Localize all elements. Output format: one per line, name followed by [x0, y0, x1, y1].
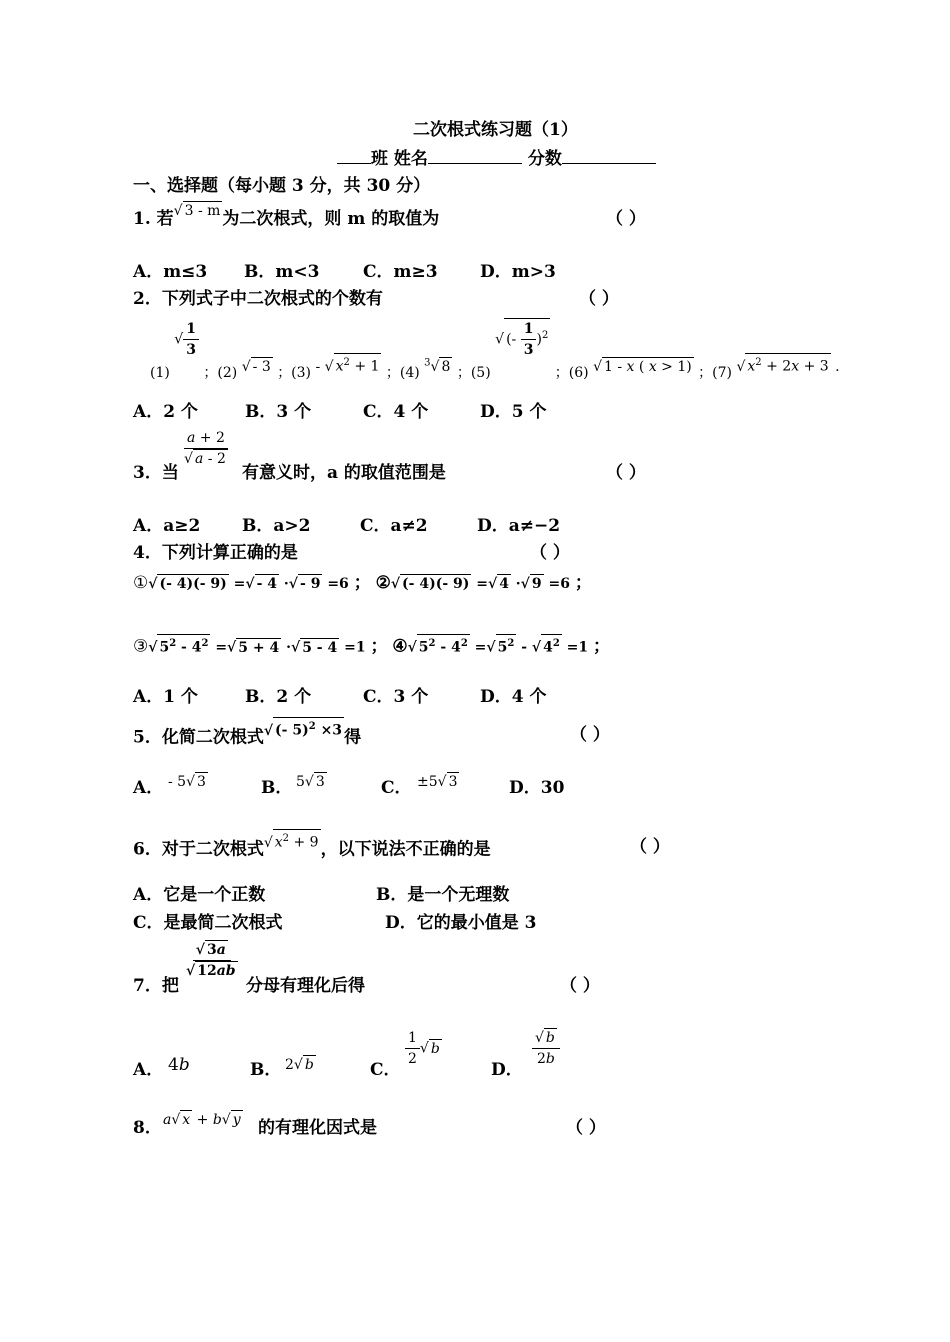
- q2-item-4-expr: $^3$√ 8: [424, 356, 451, 375]
- q3-pre: 3．当: [133, 463, 179, 483]
- q2-item-7-expr: √ $x^2 + 2x + 3$ .: [736, 359, 839, 375]
- name-label: 姓名: [393, 149, 428, 169]
- q5-option-c[interactable]: C．: [381, 778, 412, 798]
- q7-option-a[interactable]: A．: [133, 1060, 164, 1080]
- q4-option-d[interactable]: D．4 个: [480, 687, 547, 707]
- q2-item-6-expr: √ 1 - x ( x > 1): [593, 358, 692, 375]
- q1-answer-paren[interactable]: （ ）: [606, 209, 646, 229]
- q2-item-5-label: ；(5): [456, 364, 491, 381]
- q4-option-a[interactable]: A．1 个: [133, 687, 198, 707]
- q2-item-7-label: ；(7): [698, 364, 733, 381]
- q2-item-4-label: ；(4): [385, 364, 420, 381]
- class-label: 班: [371, 149, 388, 169]
- q8-post: 的有理化因式是: [258, 1118, 377, 1138]
- q5-answer-paren[interactable]: （ ）: [570, 725, 610, 745]
- q7-option-d-expr: $\frac{√ b}{2b}$: [532, 1028, 560, 1069]
- student-info-line: [337, 147, 656, 169]
- q8-expr: a√ x + b√ y: [163, 1112, 241, 1128]
- q7-option-a-expr: 4b: [168, 1055, 190, 1075]
- q4-statements-3-4: ③√ $5^2 - 4^2$ =√ 5 + 4 ·√ 5 - 4 =1 ； ④√ $5^2 - 4^2$ =√ $5^2$ - √ $4^2 =1$ ；: [133, 634, 610, 658]
- q5-option-d[interactable]: D．30: [509, 778, 565, 798]
- q1-number: 1.: [133, 209, 151, 229]
- q1-option-c[interactable]: C．m≥3: [363, 262, 438, 282]
- question-5: [133, 721, 362, 749]
- q6-answer-paren[interactable]: （ ）: [630, 837, 670, 857]
- score-label: 分数: [527, 149, 562, 169]
- q7-option-b-expr: 2√ b: [285, 1057, 314, 1073]
- q2-item-1-label: (1): [150, 364, 170, 381]
- q3-option-b[interactable]: B．a>2: [242, 516, 311, 536]
- q2-item-2-label: ；(2): [203, 364, 238, 381]
- page-title: 二次根式练习题（1）: [413, 120, 578, 140]
- q7-option-b[interactable]: B．: [250, 1060, 282, 1080]
- q6-option-b[interactable]: B．是一个无理数: [376, 885, 510, 905]
- q8-number: 8．: [133, 1118, 162, 1138]
- q8-answer-paren[interactable]: （ ）: [566, 1118, 606, 1138]
- q2-option-c[interactable]: C．4 个: [363, 402, 429, 422]
- q2-option-a[interactable]: A．2 个: [133, 402, 198, 422]
- q5-post: 得: [344, 727, 362, 748]
- q7-option-c[interactable]: C．: [370, 1060, 401, 1080]
- q1-post: 为二次根式，则 m 的取值为: [222, 209, 440, 229]
- q2-item-6-label: ；(6): [554, 364, 589, 381]
- score-blank[interactable]: [562, 147, 656, 164]
- q4-stem: 4．下列计算正确的是: [133, 543, 298, 563]
- q2-items-row: [150, 318, 840, 381]
- q5-stem: 5．化简二次根式: [133, 727, 264, 748]
- q6-stem: 6．对于二次根式: [133, 839, 264, 860]
- q2-item-3-label: ；(3): [277, 364, 312, 381]
- q2-item-2-expr: √ - 3: [241, 358, 271, 375]
- q1-radical: √ 3 - m: [173, 203, 221, 219]
- q6-option-c[interactable]: C．是最简二次根式: [133, 913, 283, 933]
- question-6: [133, 833, 491, 861]
- q4-option-c[interactable]: C．3 个: [363, 687, 429, 707]
- q4-answer-paren[interactable]: （ ）: [530, 543, 570, 563]
- section-heading: 一、选择题（每小题 3 分，共 30 分）: [133, 176, 431, 196]
- q2-option-b[interactable]: B．3 个: [245, 402, 312, 422]
- q5-option-c-expr: ±5√ 3: [417, 774, 458, 790]
- q2-item-5-expr: √ (- $\frac{1}{3}$ )$^2$: [495, 318, 550, 360]
- q7-answer-paren[interactable]: （ ）: [560, 976, 600, 996]
- q3-option-a[interactable]: A．a≥2: [133, 516, 201, 536]
- q7-fraction: $\frac{√ 3a}{√ 12ab}$: [186, 942, 236, 979]
- q1-option-a[interactable]: A．m≤3: [133, 262, 208, 282]
- q7-pre: 7．把: [133, 976, 179, 996]
- class-blank[interactable]: [337, 147, 371, 164]
- q5-option-a[interactable]: A．: [133, 778, 164, 798]
- q3-fraction: $\frac{a + 2}{√ a - 2}$: [184, 428, 228, 469]
- q5-option-b[interactable]: B．: [261, 778, 293, 798]
- q2-item-3-expr: - √ $x^2 + 1$: [315, 359, 381, 375]
- q3-option-c[interactable]: C．a≠2: [360, 516, 428, 536]
- q2-item-1-expr: √ $\frac{1}{3}$: [174, 319, 199, 360]
- q6-option-a[interactable]: A．它是一个正数: [133, 885, 266, 905]
- q3-answer-paren[interactable]: （ ）: [606, 463, 646, 483]
- q4-statements-1-2: ①√ (- 4)(- 9) =√ - 4 ·√ - 9 =6 ； ②√ (- 4)(- 9) =√ 4 ·√ 9 =6 ；: [133, 573, 592, 593]
- q1-option-b[interactable]: B．m<3: [244, 262, 320, 282]
- q2-stem: 2．下列式子中二次根式的个数有: [133, 289, 383, 309]
- q7-post: 分母有理化后得: [246, 976, 365, 996]
- q3-post: 有意义时，a 的取值范围是: [242, 463, 446, 483]
- q2-option-d[interactable]: D．5 个: [480, 402, 547, 422]
- q6-expr: √ x2 + 9: [264, 835, 321, 851]
- q6-post: ，以下说法不正确的是: [320, 839, 491, 860]
- q2-answer-paren[interactable]: （ ）: [579, 289, 619, 309]
- q3-option-d[interactable]: D．a≠−2: [477, 516, 561, 536]
- q7-option-d[interactable]: D．: [491, 1060, 523, 1080]
- q5-expr: √ (- 5)2 ×3: [264, 723, 344, 739]
- q5-option-a-expr: - 5√ 3: [168, 774, 206, 790]
- q1-option-d[interactable]: D．m>3: [480, 262, 556, 282]
- q6-option-d[interactable]: D．它的最小值是 3: [385, 913, 537, 933]
- q5-option-b-expr: 5√ 3: [296, 774, 325, 790]
- q4-option-b[interactable]: B．2 个: [245, 687, 312, 707]
- name-blank[interactable]: [428, 147, 522, 164]
- q7-option-c-expr: $\frac{1}{2}$ √ b: [405, 1028, 442, 1069]
- q1-pre: 若: [156, 209, 174, 229]
- question-1: [133, 203, 440, 230]
